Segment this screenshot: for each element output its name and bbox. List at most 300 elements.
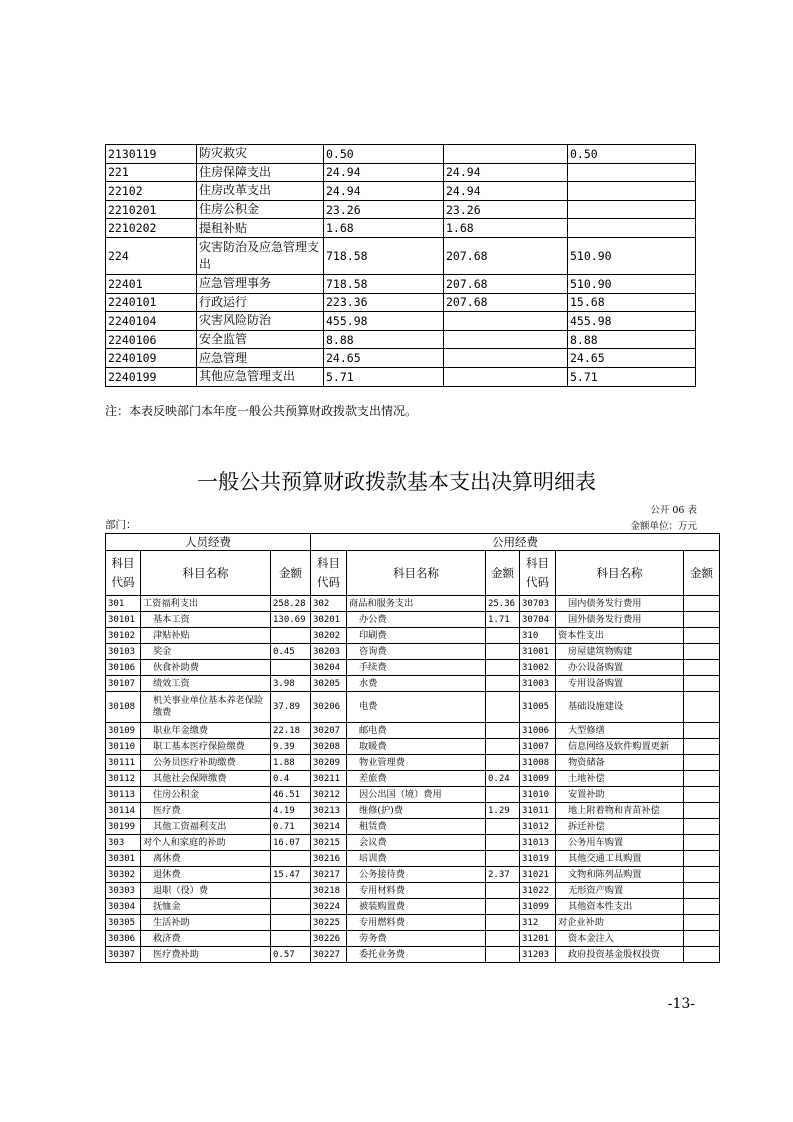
subject-name: 退休费 bbox=[141, 867, 271, 883]
subject-name: 水费 bbox=[347, 676, 486, 692]
subject-code: 31011 bbox=[520, 803, 556, 819]
subject-name: 灾害防治及应急管理支出 bbox=[197, 237, 324, 274]
subject-code: 2240199 bbox=[106, 367, 197, 386]
subject-name: 土地补偿 bbox=[556, 771, 684, 787]
subject-name: 咨询费 bbox=[347, 644, 486, 660]
amount bbox=[271, 851, 311, 867]
subject-code: 2240109 bbox=[106, 349, 197, 368]
subject-code: 2240101 bbox=[106, 293, 197, 312]
subject-name: 救济费 bbox=[141, 931, 271, 947]
project-amount: 510.90 bbox=[568, 274, 696, 293]
table-row bbox=[106, 612, 720, 628]
subject-code: 30114 bbox=[106, 803, 141, 819]
total-amount: 1.68 bbox=[324, 219, 444, 238]
basic-amount: 207.68 bbox=[444, 237, 568, 274]
amount bbox=[271, 660, 311, 676]
subject-code: 30110 bbox=[106, 739, 141, 755]
basic-amount: 1.68 bbox=[444, 219, 568, 238]
subject-code: 30199 bbox=[106, 819, 141, 835]
subject-code: 30212 bbox=[311, 787, 347, 803]
subject-code: 30202 bbox=[311, 628, 347, 644]
subject-code: 31019 bbox=[520, 851, 556, 867]
subject-name: 基础设施建设 bbox=[556, 692, 684, 723]
amount bbox=[486, 851, 520, 867]
subject-name: 信息网络及软件购置更新 bbox=[556, 739, 684, 755]
subject-name: 培训费 bbox=[347, 851, 486, 867]
subject-name: 手续费 bbox=[347, 660, 486, 676]
amount bbox=[271, 899, 311, 915]
project-amount: 5.71 bbox=[568, 367, 696, 386]
amount: 258.28 bbox=[271, 596, 311, 612]
table-row bbox=[106, 867, 720, 883]
table-row bbox=[106, 771, 720, 787]
subject-code: 31009 bbox=[520, 771, 556, 787]
amount bbox=[684, 851, 720, 867]
table-row bbox=[106, 274, 696, 293]
subject-name: 住房公积金 bbox=[141, 787, 271, 803]
subject-name: 公务用车购置 bbox=[556, 835, 684, 851]
subject-code: 30214 bbox=[311, 819, 347, 835]
subject-name: 印刷费 bbox=[347, 628, 486, 644]
table-row bbox=[106, 312, 696, 331]
subject-code: 310 bbox=[520, 628, 556, 644]
table-row bbox=[106, 692, 720, 723]
col-amount-header: 金额 bbox=[486, 551, 520, 596]
subject-code: 30303 bbox=[106, 883, 141, 899]
amount bbox=[486, 931, 520, 947]
amount: 9.39 bbox=[271, 739, 311, 755]
subject-code: 2130119 bbox=[106, 145, 197, 164]
subject-name: 防灾救灾 bbox=[197, 145, 324, 164]
subject-name: 取暖费 bbox=[347, 739, 486, 755]
total-amount: 718.58 bbox=[324, 237, 444, 274]
table-row bbox=[106, 330, 696, 349]
col-code-header: 科目代码 bbox=[520, 551, 556, 596]
basic-amount: 23.26 bbox=[444, 200, 568, 219]
basic-expenditure-detail-table bbox=[105, 533, 720, 963]
subject-name: 生活补助 bbox=[141, 915, 271, 931]
amount: 1.88 bbox=[271, 755, 311, 771]
amount bbox=[486, 644, 520, 660]
table-row bbox=[106, 349, 696, 368]
subject-code: 30203 bbox=[311, 644, 347, 660]
subject-name: 医疗费补助 bbox=[141, 947, 271, 963]
table-row bbox=[106, 200, 696, 219]
table-row bbox=[106, 931, 720, 947]
total-amount: 223.36 bbox=[324, 293, 444, 312]
amount bbox=[684, 739, 720, 755]
basic-amount: 207.68 bbox=[444, 293, 568, 312]
subject-name: 地上附着物和青苗补偿 bbox=[556, 803, 684, 819]
amount bbox=[486, 947, 520, 963]
subject-code: 31003 bbox=[520, 676, 556, 692]
subject-code: 301 bbox=[106, 596, 141, 612]
subject-code: 30207 bbox=[311, 723, 347, 739]
table-row bbox=[106, 219, 696, 238]
subject-code: 31005 bbox=[520, 692, 556, 723]
basic-amount bbox=[444, 330, 568, 349]
col-name-header: 科目名称 bbox=[556, 551, 684, 596]
basic-amount bbox=[444, 312, 568, 331]
amount bbox=[486, 676, 520, 692]
subject-code: 30226 bbox=[311, 931, 347, 947]
subject-name: 其他资本性支出 bbox=[556, 899, 684, 915]
subject-name: 专用燃料费 bbox=[347, 915, 486, 931]
subject-code: 30113 bbox=[106, 787, 141, 803]
col-name-header: 科目名称 bbox=[141, 551, 271, 596]
subject-name: 专用设备购置 bbox=[556, 676, 684, 692]
subject-name: 其他工资福利支出 bbox=[141, 819, 271, 835]
subject-code: 2210202 bbox=[106, 219, 197, 238]
amount bbox=[486, 739, 520, 755]
total-amount: 24.94 bbox=[324, 163, 444, 182]
subject-code: 31099 bbox=[520, 899, 556, 915]
basic-amount: 24.94 bbox=[444, 182, 568, 201]
subject-code: 31013 bbox=[520, 835, 556, 851]
subject-name: 租赁费 bbox=[347, 819, 486, 835]
expenditure-table-body bbox=[106, 145, 696, 387]
subject-code: 221 bbox=[106, 163, 197, 182]
subject-code: 224 bbox=[106, 237, 197, 274]
subject-name: 大型修缮 bbox=[556, 723, 684, 739]
group-header-row bbox=[106, 534, 720, 551]
subject-name: 其他交通工具购置 bbox=[556, 851, 684, 867]
project-amount: 24.65 bbox=[568, 349, 696, 368]
basic-amount bbox=[444, 367, 568, 386]
total-amount: 455.98 bbox=[324, 312, 444, 331]
subject-code: 31006 bbox=[520, 723, 556, 739]
subject-name: 专用材料费 bbox=[347, 883, 486, 899]
form-number: 公开 06 表 bbox=[650, 505, 697, 516]
subject-name: 公务接待费 bbox=[347, 867, 486, 883]
table-row bbox=[106, 915, 720, 931]
subject-code: 30205 bbox=[311, 676, 347, 692]
subject-code: 31201 bbox=[520, 931, 556, 947]
subject-name: 被装购置费 bbox=[347, 899, 486, 915]
col-code-header: 科目代码 bbox=[311, 551, 347, 596]
subject-code: 30101 bbox=[106, 612, 141, 628]
subject-name: 资本金注入 bbox=[556, 931, 684, 947]
subject-code: 30703 bbox=[520, 596, 556, 612]
subject-name: 其他社会保障缴费 bbox=[141, 771, 271, 787]
subject-name: 公务员医疗补助缴费 bbox=[141, 755, 271, 771]
col-amount-header: 金额 bbox=[684, 551, 720, 596]
subject-code: 30204 bbox=[311, 660, 347, 676]
subject-code: 303 bbox=[106, 835, 141, 851]
subject-code: 30106 bbox=[106, 660, 141, 676]
amount bbox=[684, 723, 720, 739]
subject-name: 工资福利支出 bbox=[141, 596, 271, 612]
amount bbox=[486, 723, 520, 739]
detail-table-body bbox=[106, 534, 720, 963]
amount bbox=[486, 660, 520, 676]
table-note: 注：本表反映部门本年度一般公共预算财政拨款支出情况。 bbox=[105, 404, 418, 418]
subject-name: 安全监管 bbox=[197, 330, 324, 349]
group-personnel-header: 人员经费 bbox=[106, 534, 311, 551]
subject-code: 22102 bbox=[106, 182, 197, 201]
page-title: 一般公共预算财政拨款基本支出决算明细表 bbox=[197, 470, 596, 494]
expenditure-table bbox=[105, 144, 696, 387]
subject-code: 31002 bbox=[520, 660, 556, 676]
amount bbox=[684, 596, 720, 612]
subject-name: 奖金 bbox=[141, 644, 271, 660]
subject-name: 房屋建筑物购建 bbox=[556, 644, 684, 660]
amount: 22.18 bbox=[271, 723, 311, 739]
amount bbox=[684, 676, 720, 692]
project-amount: 8.88 bbox=[568, 330, 696, 349]
project-amount: 15.68 bbox=[568, 293, 696, 312]
subject-code: 30227 bbox=[311, 947, 347, 963]
col-code-header: 科目代码 bbox=[106, 551, 141, 596]
table-row bbox=[106, 947, 720, 963]
table-row bbox=[106, 293, 696, 312]
subject-name: 职业年金缴费 bbox=[141, 723, 271, 739]
amount bbox=[271, 915, 311, 931]
amount-unit: 金额单位：万元 bbox=[630, 521, 697, 532]
amount: 3.98 bbox=[271, 676, 311, 692]
total-amount: 718.58 bbox=[324, 274, 444, 293]
amount: 0.45 bbox=[271, 644, 311, 660]
department-label: 部门： bbox=[105, 519, 137, 531]
amount bbox=[684, 644, 720, 660]
subject-name: 住房公积金 bbox=[197, 200, 324, 219]
subject-name: 因公出国（境）费用 bbox=[347, 787, 486, 803]
amount: 0.4 bbox=[271, 771, 311, 787]
subject-name: 办公设备购置 bbox=[556, 660, 684, 676]
subject-name: 商品和服务支出 bbox=[347, 596, 486, 612]
subject-name: 抚恤金 bbox=[141, 899, 271, 915]
table-row bbox=[106, 628, 720, 644]
subject-name: 物资储备 bbox=[556, 755, 684, 771]
total-amount: 24.65 bbox=[324, 349, 444, 368]
group-public-header: 公用经费 bbox=[311, 534, 720, 551]
amount: 1.71 bbox=[486, 612, 520, 628]
col-amount-header: 金额 bbox=[271, 551, 311, 596]
subject-name: 委托业务费 bbox=[347, 947, 486, 963]
table-row bbox=[106, 182, 696, 201]
subject-name: 伙食补助费 bbox=[141, 660, 271, 676]
subject-code: 30103 bbox=[106, 644, 141, 660]
subject-code: 30211 bbox=[311, 771, 347, 787]
subject-name: 电费 bbox=[347, 692, 486, 723]
basic-amount bbox=[444, 349, 568, 368]
subject-code: 30102 bbox=[106, 628, 141, 644]
amount bbox=[486, 835, 520, 851]
subject-name: 住房保障支出 bbox=[197, 163, 324, 182]
subject-code: 30218 bbox=[311, 883, 347, 899]
table-row bbox=[106, 899, 720, 915]
amount bbox=[684, 803, 720, 819]
amount bbox=[271, 628, 311, 644]
subject-name: 安置补助 bbox=[556, 787, 684, 803]
amount bbox=[684, 819, 720, 835]
subject-name: 基本工资 bbox=[141, 612, 271, 628]
subject-name: 拆迁补偿 bbox=[556, 819, 684, 835]
subject-name: 劳务费 bbox=[347, 931, 486, 947]
table-row bbox=[106, 739, 720, 755]
amount bbox=[486, 628, 520, 644]
subject-name: 津贴补贴 bbox=[141, 628, 271, 644]
table-row bbox=[106, 367, 696, 386]
subject-code: 30304 bbox=[106, 899, 141, 915]
amount bbox=[684, 787, 720, 803]
amount: 46.51 bbox=[271, 787, 311, 803]
table-row bbox=[106, 660, 720, 676]
table-row bbox=[106, 145, 696, 164]
subject-name: 住房改革支出 bbox=[197, 182, 324, 201]
amount: 0.24 bbox=[486, 771, 520, 787]
amount bbox=[684, 883, 720, 899]
subject-code: 30108 bbox=[106, 692, 141, 723]
subject-name: 资本性支出 bbox=[556, 628, 684, 644]
subject-code: 31007 bbox=[520, 739, 556, 755]
table-row bbox=[106, 755, 720, 771]
subject-code: 30206 bbox=[311, 692, 347, 723]
subject-code: 30201 bbox=[311, 612, 347, 628]
amount bbox=[486, 883, 520, 899]
subject-name: 医疗费 bbox=[141, 803, 271, 819]
subject-code: 30217 bbox=[311, 867, 347, 883]
subject-code: 30307 bbox=[106, 947, 141, 963]
subject-code: 30112 bbox=[106, 771, 141, 787]
amount bbox=[271, 931, 311, 947]
amount bbox=[684, 692, 720, 723]
amount bbox=[684, 771, 720, 787]
project-amount: 455.98 bbox=[568, 312, 696, 331]
subject-code: 2240106 bbox=[106, 330, 197, 349]
amount bbox=[684, 612, 720, 628]
subject-code: 30225 bbox=[311, 915, 347, 931]
subject-name: 物业管理费 bbox=[347, 755, 486, 771]
subject-code: 2240104 bbox=[106, 312, 197, 331]
subject-code: 30216 bbox=[311, 851, 347, 867]
amount bbox=[684, 660, 720, 676]
subject-code: 31001 bbox=[520, 644, 556, 660]
subject-name: 对企业补助 bbox=[556, 915, 684, 931]
subject-name: 行政运行 bbox=[197, 293, 324, 312]
amount bbox=[486, 899, 520, 915]
subject-code: 31008 bbox=[520, 755, 556, 771]
subject-name: 灾害风险防治 bbox=[197, 312, 324, 331]
subject-name: 邮电费 bbox=[347, 723, 486, 739]
subject-code: 30704 bbox=[520, 612, 556, 628]
subject-name: 会议费 bbox=[347, 835, 486, 851]
subject-code: 22401 bbox=[106, 274, 197, 293]
subject-name: 无形资产购置 bbox=[556, 883, 684, 899]
amount: 0.57 bbox=[271, 947, 311, 963]
amount: 25.36 bbox=[486, 596, 520, 612]
table-row bbox=[106, 163, 696, 182]
amount: 0.71 bbox=[271, 819, 311, 835]
amount bbox=[684, 931, 720, 947]
total-amount: 8.88 bbox=[324, 330, 444, 349]
basic-amount: 207.68 bbox=[444, 274, 568, 293]
amount: 15.47 bbox=[271, 867, 311, 883]
amount bbox=[486, 755, 520, 771]
project-amount bbox=[568, 200, 696, 219]
project-amount bbox=[568, 182, 696, 201]
total-amount: 23.26 bbox=[324, 200, 444, 219]
amount: 1.29 bbox=[486, 803, 520, 819]
table-row bbox=[106, 803, 720, 819]
amount bbox=[271, 883, 311, 899]
subject-code: 30302 bbox=[106, 867, 141, 883]
subject-code: 30306 bbox=[106, 931, 141, 947]
subject-code: 30224 bbox=[311, 899, 347, 915]
subject-name: 对个人和家庭的补助 bbox=[141, 835, 271, 851]
subject-name: 提租补贴 bbox=[197, 219, 324, 238]
table-row bbox=[106, 723, 720, 739]
amount bbox=[684, 947, 720, 963]
subject-name: 绩效工资 bbox=[141, 676, 271, 692]
table-row bbox=[106, 819, 720, 835]
project-amount bbox=[568, 219, 696, 238]
subject-code: 30107 bbox=[106, 676, 141, 692]
table-row bbox=[106, 596, 720, 612]
table-row bbox=[106, 644, 720, 660]
amount: 130.69 bbox=[271, 612, 311, 628]
amount: 37.89 bbox=[271, 692, 311, 723]
amount: 16.07 bbox=[271, 835, 311, 851]
subject-code: 312 bbox=[520, 915, 556, 931]
subject-name: 应急管理 bbox=[197, 349, 324, 368]
subject-code: 31021 bbox=[520, 867, 556, 883]
amount bbox=[486, 692, 520, 723]
project-amount: 0.50 bbox=[568, 145, 696, 164]
amount bbox=[684, 835, 720, 851]
subject-code: 30208 bbox=[311, 739, 347, 755]
table-row bbox=[106, 883, 720, 899]
subject-code: 31012 bbox=[520, 819, 556, 835]
subject-code: 31010 bbox=[520, 787, 556, 803]
subject-name: 职工基本医疗保险缴费 bbox=[141, 739, 271, 755]
subject-name: 差旅费 bbox=[347, 771, 486, 787]
total-amount: 5.71 bbox=[324, 367, 444, 386]
project-amount bbox=[568, 163, 696, 182]
table-row bbox=[106, 835, 720, 851]
subject-name: 国外债务发行费用 bbox=[556, 612, 684, 628]
subject-name: 办公费 bbox=[347, 612, 486, 628]
basic-amount bbox=[444, 145, 568, 164]
subject-name: 其他应急管理支出 bbox=[197, 367, 324, 386]
amount bbox=[684, 628, 720, 644]
project-amount: 510.90 bbox=[568, 237, 696, 274]
subject-name: 政府投资基金股权投资 bbox=[556, 947, 684, 963]
total-amount: 0.50 bbox=[324, 145, 444, 164]
subject-code: 30305 bbox=[106, 915, 141, 931]
amount bbox=[684, 755, 720, 771]
amount bbox=[684, 899, 720, 915]
table-row bbox=[106, 851, 720, 867]
subject-code: 30111 bbox=[106, 755, 141, 771]
subject-code: 30213 bbox=[311, 803, 347, 819]
table-row bbox=[106, 676, 720, 692]
subject-name: 离休费 bbox=[141, 851, 271, 867]
subject-name: 维修(护)费 bbox=[347, 803, 486, 819]
subject-name: 文物和陈列品购置 bbox=[556, 867, 684, 883]
subject-code: 30109 bbox=[106, 723, 141, 739]
subject-name: 退职（役）费 bbox=[141, 883, 271, 899]
amount bbox=[684, 867, 720, 883]
subject-code: 2210201 bbox=[106, 200, 197, 219]
amount bbox=[486, 915, 520, 931]
subject-code: 30215 bbox=[311, 835, 347, 851]
total-amount: 24.94 bbox=[324, 182, 444, 201]
subject-code: 31022 bbox=[520, 883, 556, 899]
subject-name: 机关事业单位基本养老保险缴费 bbox=[141, 692, 271, 723]
basic-amount: 24.94 bbox=[444, 163, 568, 182]
table-row bbox=[106, 237, 696, 274]
